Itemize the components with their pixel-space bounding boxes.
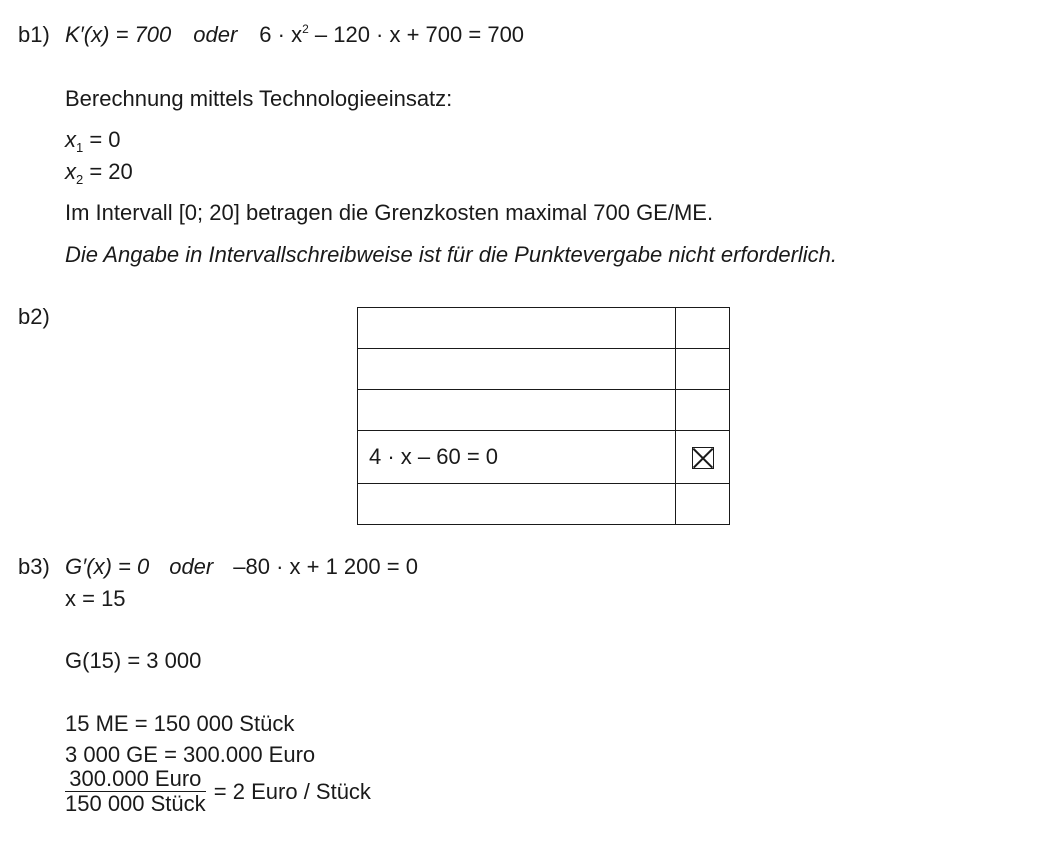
checked-box-icon[interactable] [692,447,714,469]
b1-x2 [65,159,133,187]
b1-x2-sub: 2 [76,172,84,187]
b3-fraction-denominator: 150 000 Stück [65,791,206,816]
table-row [358,390,730,431]
b1-note [65,244,837,266]
b3-g15: G(15) = 3 000 [65,648,202,673]
b1-calc-text: Berechnung mittels Technologieeinsatz: [65,86,453,111]
b1-eq-rhs-a: 6 · x [259,22,303,47]
b1-oder: oder [193,22,238,47]
b1-note-text: Die Angabe in Intervallschreibweise ist für die Punktevergabe nicht erforderlich. [65,242,838,267]
b2-label: b2) [18,304,50,329]
option-checkbox-cell-2[interactable] [676,349,730,390]
table-row [358,349,730,390]
b3-me-line: 15 ME = 150 000 Stück [65,711,295,736]
table-row [358,484,730,525]
option-text-3 [358,390,676,431]
b1-equation [65,24,524,46]
b1-x1-val: = 0 [83,127,121,152]
b3-x-solution: x = 15 [65,586,126,611]
b3-ge-line: 3 000 GE = 300.000 Euro [65,742,316,767]
table-row [358,431,730,484]
b3-equation [65,556,418,578]
option-text-5 [358,484,676,525]
b1-x1-sub: 1 [76,140,84,155]
b3-fraction-line [65,768,371,815]
b1-x1-var: x [65,127,76,152]
b1-eq-rhs-exp: 2 [302,22,309,36]
b1-eq-lhs: K′(x) = 700 [65,22,172,47]
b3-label: b3) [18,554,50,579]
option-checkbox-cell-3[interactable] [676,390,730,431]
b3-fraction [65,768,206,815]
b2-answer-table [357,307,730,525]
option-text-2 [358,349,676,390]
b3-fraction-numerator: 300.000 Euro [65,768,206,792]
option-checkbox-cell-4[interactable] [676,431,730,484]
table-row [358,308,730,349]
b3-fraction-result: = 2 Euro / Stück [213,778,371,804]
option-text-1 [358,308,676,349]
option-checkbox-cell-5[interactable] [676,484,730,525]
b3-eq1: G′(x) = 0 [65,554,150,579]
b1-label: b1) [18,22,50,47]
b1-eq-rhs-b: – 120 · x + 700 = 700 [308,22,525,47]
b1-x2-var: x [65,159,76,184]
b3-eq2: –80 · x + 1 200 = 0 [233,554,418,579]
b1-x2-val: = 20 [83,159,133,184]
b1-x1 [65,127,121,155]
option-text-4: 4 · x – 60 = 0 [358,431,676,484]
option-checkbox-cell-1[interactable] [676,308,730,349]
b3-oder: oder [169,554,214,579]
b1-interval-text: Im Intervall [0; 20] betragen die Grenzkosten maximal 700 GE/ME. [65,200,714,225]
